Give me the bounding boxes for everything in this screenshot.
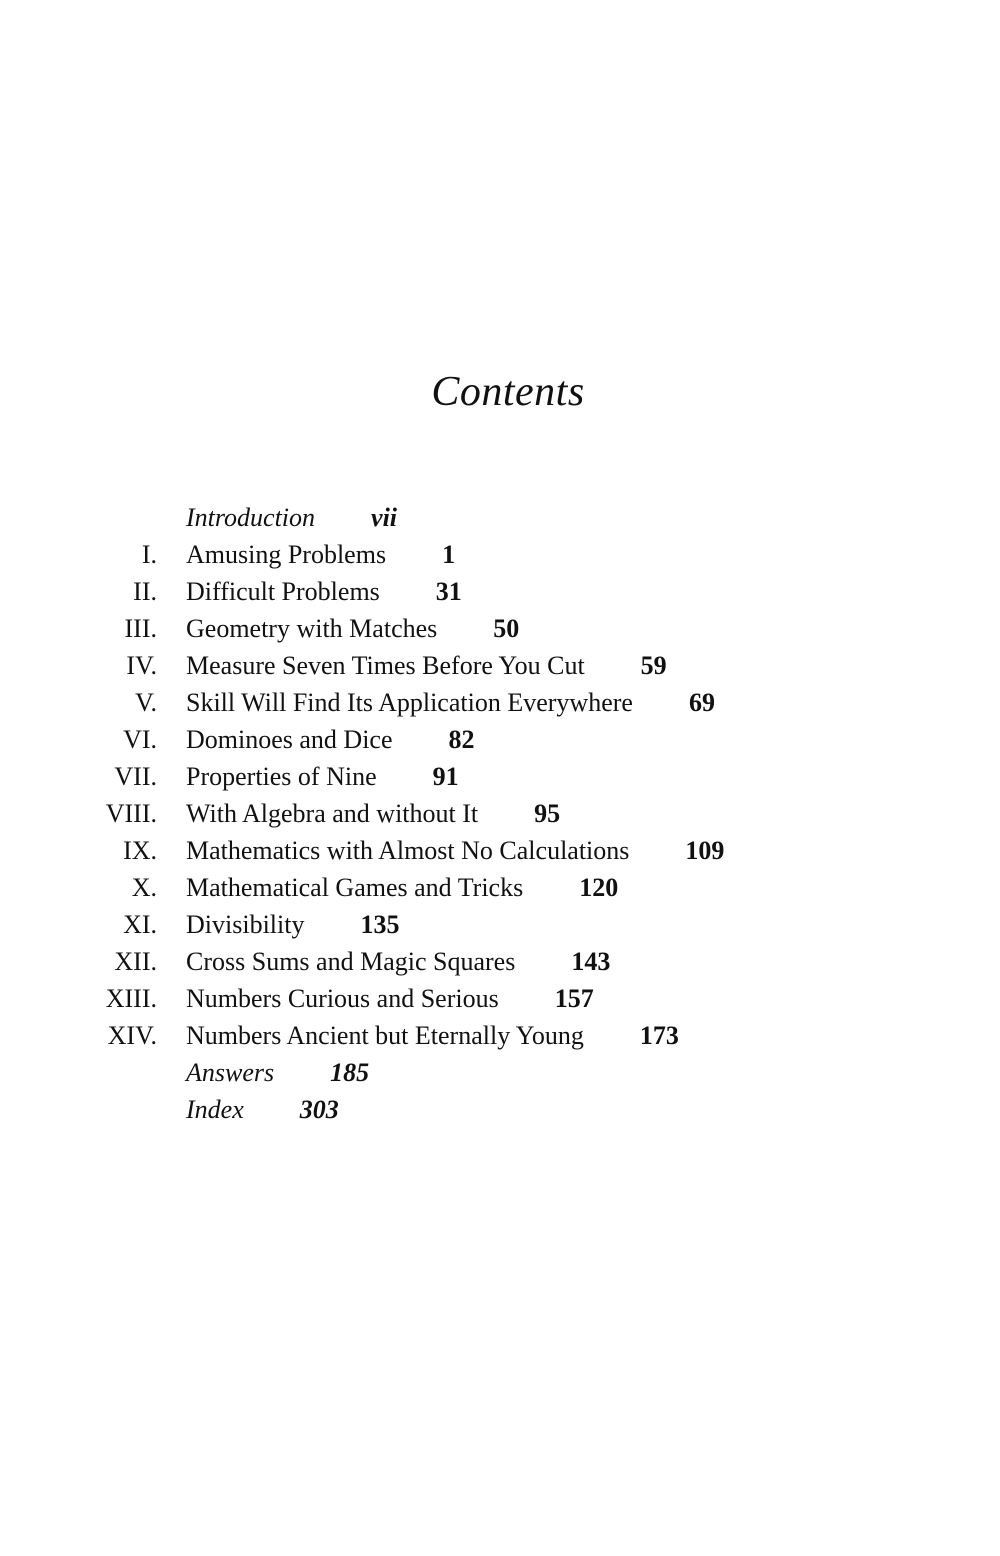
chapter-title-line	[186, 980, 594, 1017]
chapter-title-line	[186, 1091, 339, 1128]
toc-entry	[0, 1091, 1000, 1128]
chapter-number: VIII.	[105, 799, 157, 828]
chapter-title-line	[186, 869, 618, 906]
page-number: 143	[571, 947, 611, 976]
chapter-number: V.	[135, 688, 157, 717]
toc-entry	[0, 610, 1000, 647]
chapter-title-line	[186, 647, 667, 684]
chapter-title-line	[186, 943, 610, 980]
chapter-title: Skill Will Find Its Application Everywhere	[186, 688, 633, 717]
chapter-number: IX.	[123, 836, 157, 865]
chapter-number: XIV.	[107, 1021, 157, 1050]
chapter-title-line	[186, 1017, 679, 1054]
chapter-title: Cross Sums and Magic Squares	[186, 947, 516, 976]
chapter-number: X.	[131, 873, 157, 902]
chapter-title: Numbers Curious and Serious	[186, 984, 499, 1013]
toc-entry	[0, 536, 1000, 573]
page-number: 95	[534, 799, 561, 828]
chapter-title: Divisibility	[186, 910, 305, 939]
chapter-title-line	[186, 610, 519, 647]
toc-entry	[0, 1017, 1000, 1054]
toc-entry	[0, 832, 1000, 869]
chapter-title: With Algebra and without It	[186, 799, 479, 828]
chapter-title-line	[186, 721, 475, 758]
page-number: 185	[330, 1058, 370, 1087]
page-number: 303	[299, 1095, 339, 1124]
chapter-title: Geometry with Matches	[186, 614, 438, 643]
page-number: 135	[360, 910, 400, 939]
toc-entry	[0, 869, 1000, 906]
chapter-title: Mathematical Games and Tricks	[186, 873, 524, 902]
chapter-number: XI.	[123, 910, 157, 939]
chapter-title: Answers	[186, 1058, 275, 1087]
toc-entry	[0, 906, 1000, 943]
chapter-title-line	[186, 906, 399, 943]
chapter-title-line	[186, 1054, 369, 1091]
toc-entry	[0, 1054, 1000, 1091]
chapter-number: IV.	[126, 651, 157, 680]
page-number: 69	[688, 688, 715, 717]
page-number: 31	[435, 577, 462, 606]
page-number: 1	[442, 540, 456, 569]
chapter-number: III.	[124, 614, 157, 643]
chapter-title-line	[186, 795, 560, 832]
chapter-title-line	[186, 684, 715, 721]
chapter-title: Amusing Problems	[186, 540, 387, 569]
chapter-number: VII.	[114, 762, 157, 791]
toc-entry	[0, 499, 1000, 536]
chapter-title-line	[186, 573, 462, 610]
toc-entry	[0, 980, 1000, 1017]
chapter-title: Measure Seven Times Before You Cut	[186, 651, 585, 680]
toc-entry	[0, 721, 1000, 758]
chapter-title: Difficult Problems	[186, 577, 380, 606]
page-number: 109	[685, 836, 725, 865]
chapter-title-line	[186, 832, 724, 869]
chapter-title: Index	[186, 1095, 244, 1124]
page-number: 82	[448, 725, 475, 754]
toc-entry	[0, 795, 1000, 832]
page-title: Contents	[431, 369, 585, 415]
chapter-number: XIII.	[105, 984, 157, 1013]
toc-entry	[0, 943, 1000, 980]
chapter-title: Introduction	[186, 503, 316, 532]
toc-entry	[0, 647, 1000, 684]
page-number: 50	[493, 614, 520, 643]
page-number: 173	[639, 1021, 679, 1050]
chapter-title: Mathematics with Almost No Calculations	[186, 836, 630, 865]
chapter-number: VI.	[123, 725, 157, 754]
chapter-title-line	[186, 499, 397, 536]
page-number: 91	[432, 762, 459, 791]
page-number: 157	[554, 984, 594, 1013]
chapter-title: Properties of Nine	[186, 762, 377, 791]
page-number: 59	[640, 651, 667, 680]
chapter-title: Numbers Ancient but Eternally Young	[186, 1021, 584, 1050]
chapter-title-line	[186, 536, 455, 573]
table-of-contents	[0, 499, 1000, 1128]
chapter-number: XII.	[114, 947, 157, 976]
page-number: 120	[579, 873, 619, 902]
chapter-title: Dominoes and Dice	[186, 725, 393, 754]
toc-entry	[0, 758, 1000, 795]
toc-entry	[0, 684, 1000, 721]
chapter-number: II.	[133, 577, 157, 606]
page-number: vii	[371, 503, 398, 532]
chapter-number: I.	[141, 540, 157, 569]
toc-entry	[0, 573, 1000, 610]
chapter-title-line	[186, 758, 459, 795]
